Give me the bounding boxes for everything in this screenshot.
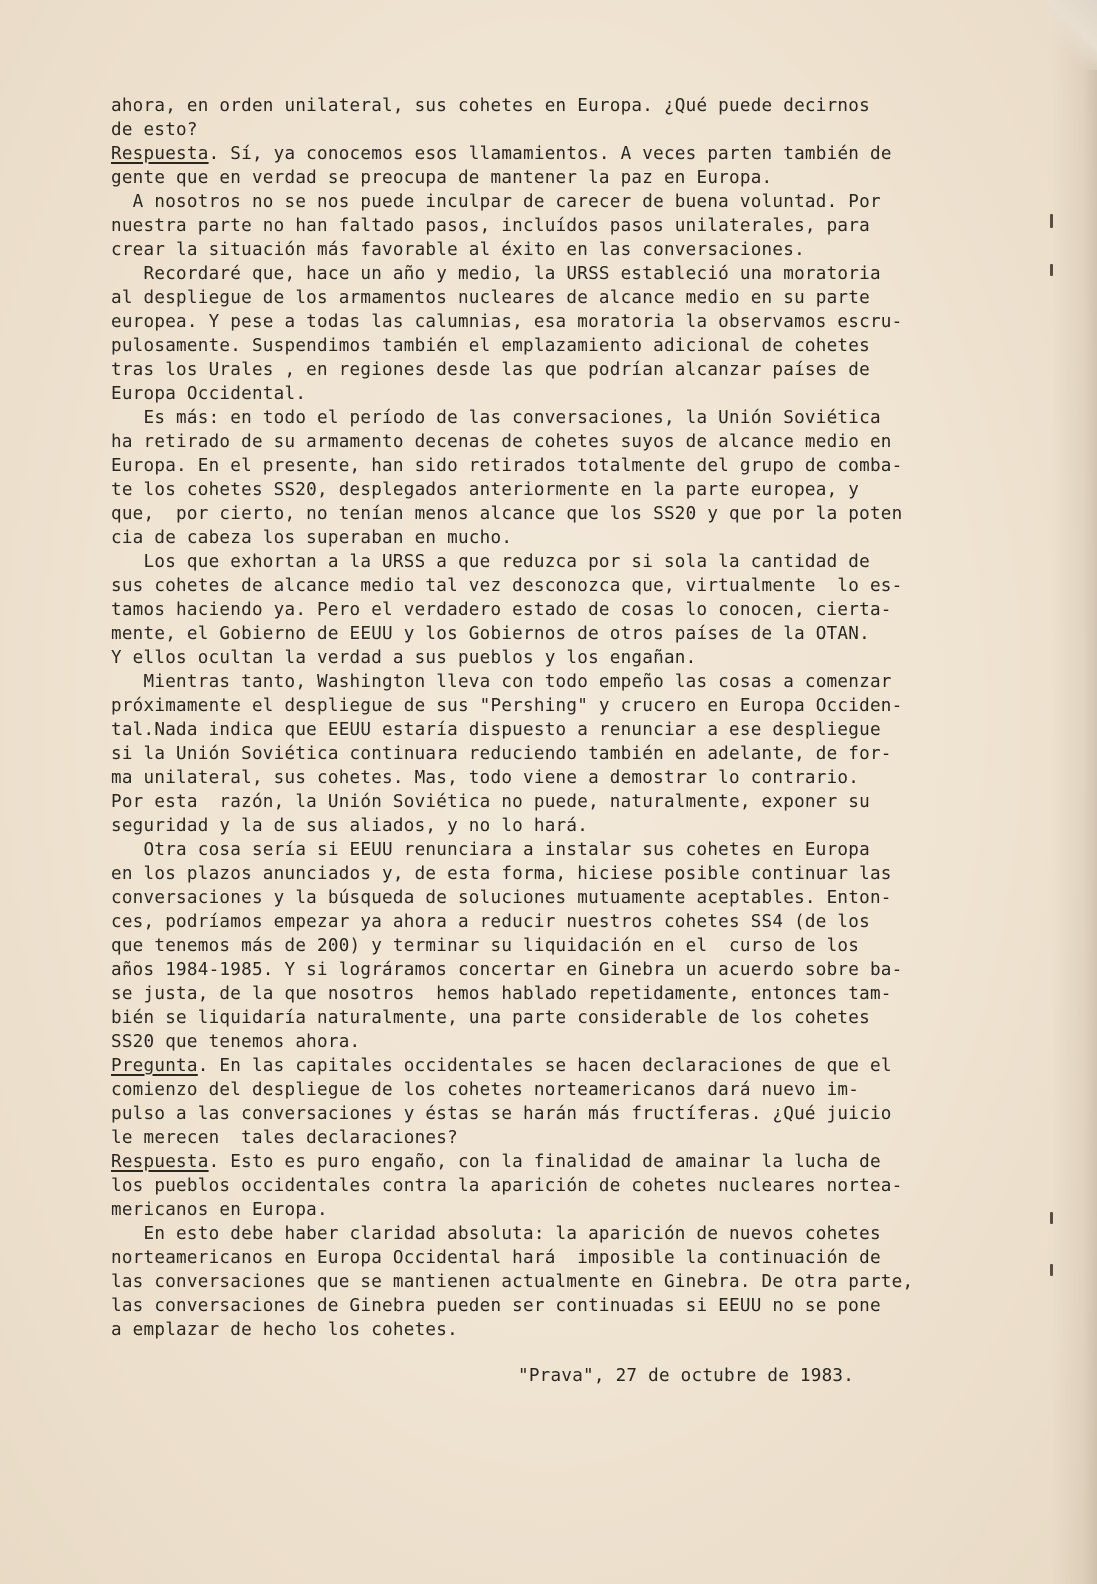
speaker-label: Respuesta [111,1152,209,1172]
text-line: mericanos en Europa. [111,1200,328,1220]
speaker-text: . Sí, ya conocemos esos llamamientos. A veces parten también de [208,144,892,164]
text-line: bién se liquidaría naturalmente, una parte considerable de los cohetes [111,1008,870,1028]
text-line: años 1984-1985. Y si lográramos concertar en Ginebra un acuerdo sobre ba- [111,960,903,980]
text-line: sus cohetes de alcance medio tal vez desconozca que, virtualmente lo es- [111,576,903,596]
text-line: Es más: en todo el período de las conversaciones, la Unión Soviética [111,408,881,428]
page-edge-shadow [1051,0,1097,1584]
text-line: tras los Urales , en regiones desde las que podrían alcanzar países de [111,360,870,380]
text-line: nuestra parte no han faltado pasos, incluídos pasos unilaterales, para [111,216,870,236]
text-line: gente que en verdad se preocupa de mantener la paz en Europa. [111,168,773,188]
text-line: crear la situación más favorable al éxito en las conversaciones. [111,240,805,260]
text-line: Europa. En el presente, han sido retirados totalmente del grupo de comba- [111,456,903,476]
text-line: Mientras tanto, Washington lleva con todo empeño las cosas a comenzar [111,672,892,692]
text-line: si la Unión Soviética continuara reduciendo también en adelante, de for- [111,744,892,764]
text-line: que tenemos más de 200) y terminar su liquidación en el curso de los [111,936,860,956]
margin-mark [1050,1212,1053,1224]
text-line: Por esta razón, la Unión Soviética no puede, naturalmente, exponer su [111,792,870,812]
text-line [111,1150,991,1174]
margin-mark [1050,264,1053,276]
source-signoff: "Prava", 27 de octubre de 1983. [518,1366,855,1386]
text-line: ces, podríamos empezar ya ahora a reducir nuestros cohetes SS4 (de los [111,912,870,932]
text-line: al despliegue de los armamentos nucleares de alcance medio en su parte [111,288,870,308]
text-line: las conversaciones que se mantienen actualmente en Ginebra. De otra parte, [111,1272,914,1292]
text-line: comienzo del despliegue de los cohetes norteamericanos dará nuevo im- [111,1080,860,1100]
text-line: europea. Y pese a todas las calumnias, esa moratoria la observamos escru- [111,312,903,332]
text-line: tamos haciendo ya. Pero el verdadero estado de cosas lo conocen, cierta- [111,600,892,620]
text-line [111,142,991,166]
text-line: seguridad y la de sus aliados, y no lo hará. [111,816,589,836]
text-line: pulosamente. Suspendimos también el emplazamiento adicional de cohetes [111,336,870,356]
text-line: cia de cabeza los superaban en mucho. [111,528,513,548]
text-line: Otra cosa sería si EEUU renunciara a instalar sus cohetes en Europa [111,840,870,860]
speaker-text: . Esto es puro engaño, con la finalidad de amainar la lucha de [208,1152,881,1172]
text-line: tal.Nada indica que EEUU estaría dispuesto a renunciar a ese despliegue [111,720,881,740]
text-line: te los cohetes SS20, desplegados anteriormente en la parte europea, y [111,480,860,500]
text-line: a emplazar de hecho los cohetes. [111,1320,458,1340]
speaker-label: Respuesta [111,144,209,164]
text-line: próximamente el despliegue de sus "Pershing" y crucero en Europa Occiden- [111,696,903,716]
text-line: que, por cierto, no tenían menos alcance que los SS20 y que por la poten [111,504,903,524]
text-line: Europa Occidental. [111,384,307,404]
text-line: En esto debe haber claridad absoluta: la aparición de nuevos cohetes [111,1224,881,1244]
text-line: ahora, en orden unilateral, sus cohetes en Europa. ¿Qué puede decirnos [111,96,870,116]
margin-mark [1050,1264,1053,1276]
text-line: se justa, de la que nosotros hemos hablado repetidamente, entonces tam- [111,984,892,1004]
text-line: Recordaré que, hace un año y medio, la URSS estableció una moratoria [111,264,881,284]
text-line: Los que exhortan a la URSS a que reduzca por si sola la cantidad de [111,552,870,572]
page-corner-wear [1047,0,1097,70]
text-line: de esto? [111,120,198,140]
text-line: los pueblos occidentales contra la aparición de cohetes nucleares nortea- [111,1176,903,1196]
speaker-label: Pregunta [111,1056,198,1076]
text-line: Y ellos ocultan la verdad a sus pueblos y los engañan. [111,648,697,668]
text-line: le merecen tales declaraciones? [111,1128,458,1148]
margin-mark [1050,214,1053,228]
text-line: norteamericanos en Europa Occidental hará imposible la continuación de [111,1248,881,1268]
text-line: en los plazos anunciados y, de esta forma, hiciese posible continuar las [111,864,892,884]
text-line: conversaciones y la búsqueda de soluciones mutuamente aceptables. Enton- [111,888,892,908]
text-line: ha retirado de su armamento decenas de cohetes suyos de alcance medio en [111,432,892,452]
text-line: mente, el Gobierno de EEUU y los Gobiernos de otros países de la OTAN. [111,624,870,644]
speaker-text: . En las capitales occidentales se hacen declaraciones de que el [197,1056,892,1076]
text-line: SS20 que tenemos ahora. [111,1032,361,1052]
text-line: pulso a las conversaciones y éstas se harán más fructíferas. ¿Qué juicio [111,1104,892,1124]
text-line [111,1054,991,1078]
interview-text [111,94,991,1342]
text-line: A nosotros no se nos puede inculpar de carecer de buena voluntad. Por [111,192,881,212]
text-line: ma unilateral, sus cohetes. Mas, todo viene a demostrar lo contrario. [111,768,860,788]
text-line: las conversaciones de Ginebra pueden ser continuadas si EEUU no se pone [111,1296,881,1316]
